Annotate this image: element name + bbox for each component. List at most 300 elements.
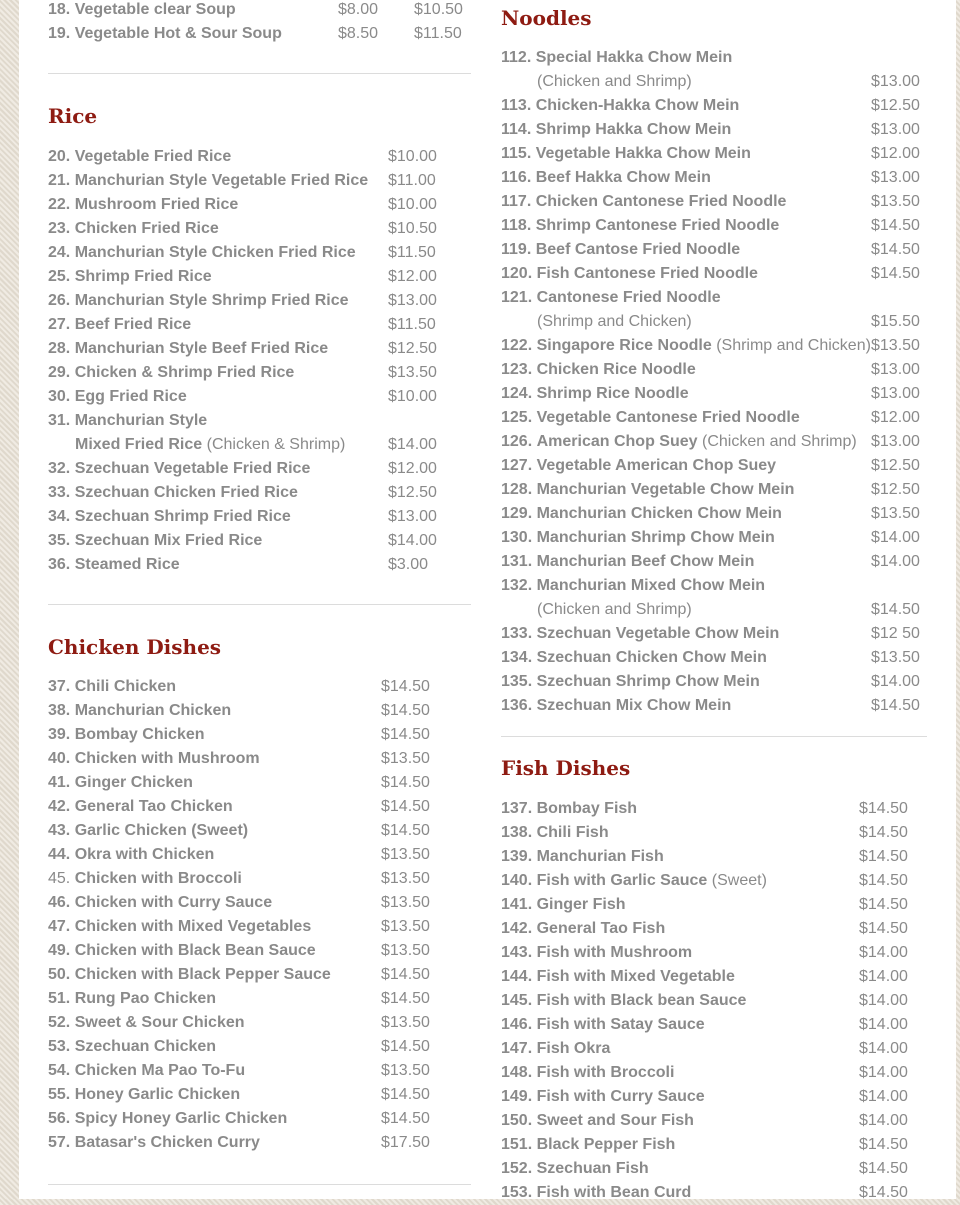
- item-price: $14.50: [381, 966, 430, 983]
- menu-item: [501, 430, 927, 454]
- menu-item: [501, 941, 927, 965]
- item-price: $14.00: [871, 529, 920, 546]
- item-name: Fish with Mushroom: [536, 944, 693, 961]
- item-name: Shrimp Fried Rice: [74, 268, 212, 285]
- item-name: Chili Fish: [536, 824, 609, 841]
- item-price: $14.50: [859, 1184, 908, 1201]
- item-name: Szechuan Mix Fried Rice: [74, 532, 263, 549]
- item-price: $14.50: [381, 1086, 430, 1103]
- menu-item: [48, 771, 471, 795]
- item-price: $14.50: [871, 265, 920, 282]
- item-number: 27.: [48, 316, 71, 333]
- item-name: General Tao Fish: [536, 920, 666, 937]
- item-name: Garlic Chicken (Sweet): [74, 822, 249, 839]
- item-price: $14.00: [859, 1040, 908, 1057]
- section-divider: [48, 73, 471, 74]
- menu-item: [48, 385, 471, 409]
- item-price: $14.50: [871, 217, 920, 234]
- item-number: 124.: [501, 385, 533, 402]
- menu-item: [501, 1133, 927, 1157]
- menu-item-continued: [537, 310, 920, 334]
- item-name: Spicy Honey Garlic Chicken: [74, 1110, 288, 1127]
- item-name: Chicken with Broccoli: [74, 870, 242, 887]
- section-divider: [48, 604, 471, 605]
- item-note: (Chicken and Shrimp): [701, 433, 857, 450]
- item-price: $13.00: [871, 73, 920, 90]
- item-number: 126.: [501, 433, 533, 450]
- item-number: 49.: [48, 942, 71, 959]
- menu-item: [501, 869, 927, 893]
- item-number: 140.: [501, 872, 533, 889]
- item-name: Fish Cantonese Fried Noodle: [536, 265, 758, 282]
- menu-item: [48, 699, 471, 723]
- item-name-continued: Mixed Fried Rice: [75, 436, 203, 453]
- item-name: Bombay Fish: [536, 800, 638, 817]
- item-number: 55.: [48, 1086, 71, 1103]
- item-name: Beef Fried Rice: [74, 316, 192, 333]
- item-number: 51.: [48, 990, 71, 1007]
- item-price: $13.50: [381, 870, 430, 887]
- menu-item: [501, 574, 927, 598]
- item-name: Fish Okra: [536, 1040, 611, 1057]
- menu-item: [501, 454, 927, 478]
- item-number: 130.: [501, 529, 533, 546]
- menu-item: [48, 795, 471, 819]
- menu-item: [48, 241, 471, 265]
- menu-item: [48, 819, 471, 843]
- item-price: $13.50: [381, 750, 430, 767]
- menu-item: [501, 118, 927, 142]
- item-number: 148.: [501, 1064, 533, 1081]
- item-name: Egg Fried Rice: [74, 388, 187, 405]
- item-name: Manchurian Style: [74, 412, 208, 429]
- item-price: $12.50: [871, 481, 920, 498]
- menu-item: [501, 142, 927, 166]
- menu-item: [48, 529, 471, 553]
- item-price: $14.00: [859, 968, 908, 985]
- menu-item: [501, 1013, 927, 1037]
- item-number: 137.: [501, 800, 533, 817]
- item-price-large: $10.50: [414, 1, 463, 18]
- item-name: Szechuan Vegetable Fried Rice: [74, 460, 311, 477]
- item-name: Chicken with Curry Sauce: [74, 894, 273, 911]
- item-price: $17.50: [381, 1134, 430, 1151]
- item-price: $11.00: [388, 172, 436, 189]
- menu-item: [501, 502, 927, 526]
- item-price: $14.50: [381, 798, 430, 815]
- menu-item: [501, 1037, 927, 1061]
- menu-item: [501, 382, 927, 406]
- item-number: 29.: [48, 364, 71, 381]
- item-note: (Chicken & Shrimp): [206, 436, 346, 453]
- section-title-chicken: Chicken Dishes: [48, 635, 222, 659]
- menu-item: [501, 1109, 927, 1133]
- item-price: $13.50: [871, 337, 920, 354]
- menu-item: [501, 358, 927, 382]
- item-price: $14.50: [381, 822, 430, 839]
- menu-item: [501, 166, 927, 190]
- item-price: $13.50: [381, 846, 430, 863]
- item-price: $14.50: [381, 774, 430, 791]
- item-note: (Chicken and Shrimp): [537, 73, 692, 90]
- item-number: 142.: [501, 920, 533, 937]
- item-price: $8.50: [338, 25, 379, 42]
- item-number: 42.: [48, 798, 71, 815]
- item-number: 40.: [48, 750, 71, 767]
- menu-item: [48, 867, 471, 891]
- item-number: 35.: [48, 532, 71, 549]
- item-name: Chili Chicken: [74, 678, 177, 695]
- item-name: General Tao Chicken: [74, 798, 233, 815]
- item-number: 45.: [48, 870, 71, 887]
- item-name: Fish with Satay Sauce: [536, 1016, 705, 1033]
- item-price: $13.50: [871, 193, 920, 210]
- item-number: 34.: [48, 508, 71, 525]
- menu-item: [48, 1035, 471, 1059]
- item-number: 123.: [501, 361, 533, 378]
- item-price: $14.50: [859, 824, 908, 841]
- item-price: $14.50: [871, 697, 920, 714]
- menu-item: [48, 481, 471, 505]
- item-number: 150.: [501, 1112, 533, 1129]
- item-name: Singapore Rice Noodle: [536, 337, 712, 354]
- item-number: 21.: [48, 172, 71, 189]
- item-name: Chicken Ma Pao To-Fu: [74, 1062, 246, 1079]
- item-name: Chicken with Mixed Vegetables: [74, 918, 312, 935]
- menu-item: [48, 0, 471, 22]
- item-name: Manchurian Style Beef Fried Rice: [74, 340, 329, 357]
- item-price: $13.00: [871, 169, 920, 186]
- item-price: $12.50: [871, 97, 920, 114]
- item-price: $14.50: [859, 1136, 908, 1153]
- item-number: 30.: [48, 388, 71, 405]
- menu-item: [501, 526, 927, 550]
- item-name: Manchurian Style Vegetable Fried Rice: [74, 172, 369, 189]
- item-number: 128.: [501, 481, 533, 498]
- menu-item: [48, 675, 471, 699]
- menu-item: [48, 217, 471, 241]
- item-name: Beef Hakka Chow Mein: [535, 169, 711, 186]
- item-price: $12.00: [871, 409, 920, 426]
- item-price: $14.00: [388, 532, 437, 549]
- item-name: Steamed Rice: [74, 556, 180, 573]
- item-name: Manchurian Beef Chow Mein: [536, 553, 755, 570]
- item-number: 114.: [501, 121, 532, 138]
- menu-item: [501, 334, 927, 358]
- item-number: 25.: [48, 268, 71, 285]
- item-price: $14.50: [381, 702, 430, 719]
- item-price: $14.50: [381, 990, 430, 1007]
- item-name: Fish with Garlic Sauce: [536, 872, 708, 889]
- item-name: Manchurian Fish: [536, 848, 664, 865]
- section-title-rice: Rice: [48, 104, 98, 128]
- menu-item: [48, 169, 471, 193]
- menu-item: [48, 457, 471, 481]
- item-number: 115.: [501, 145, 532, 162]
- menu-item: [501, 965, 927, 989]
- item-name: Szechuan Mix Chow Mein: [536, 697, 732, 714]
- item-price: $14.50: [381, 678, 430, 695]
- menu-item: [48, 843, 471, 867]
- item-name: Fish with Mixed Vegetable: [536, 968, 735, 985]
- menu-item: [501, 797, 927, 821]
- item-name: Chicken Cantonese Fried Noodle: [535, 193, 787, 210]
- item-name: Mushroom Fried Rice: [74, 196, 239, 213]
- item-number: 151.: [501, 1136, 533, 1153]
- item-name: Okra with Chicken: [74, 846, 215, 863]
- menu-item-continued: [537, 70, 920, 94]
- item-price: $14.50: [871, 601, 920, 618]
- menu-item: [48, 891, 471, 915]
- item-price: $12.00: [388, 268, 437, 285]
- menu-item: [501, 917, 927, 941]
- item-number: 152.: [501, 1160, 533, 1177]
- menu-item: [48, 22, 471, 46]
- item-price: $13.50: [381, 1014, 430, 1031]
- menu-item: [501, 406, 927, 430]
- item-name: Fish with Black bean Sauce: [536, 992, 747, 1009]
- item-price: $14.00: [871, 673, 920, 690]
- item-number: 149.: [501, 1088, 533, 1105]
- item-price: $13.00: [388, 292, 437, 309]
- item-price: $15.50: [871, 313, 920, 330]
- item-price: $10.50: [388, 220, 437, 237]
- menu-item: [48, 361, 471, 385]
- item-number: 20.: [48, 148, 71, 165]
- item-number: 23.: [48, 220, 71, 237]
- item-price: $14.00: [859, 1064, 908, 1081]
- menu-item: [48, 337, 471, 361]
- item-number: 145.: [501, 992, 533, 1009]
- item-name: Manchurian Chicken Chow Mein: [536, 505, 782, 522]
- item-number: 118.: [501, 217, 532, 234]
- menu-item: [501, 1085, 927, 1109]
- item-name: Bombay Chicken: [74, 726, 205, 743]
- item-price: $14.50: [859, 1160, 908, 1177]
- item-name: Chicken with Mushroom: [74, 750, 260, 767]
- item-number: 135.: [501, 673, 533, 690]
- item-price: $13.50: [381, 1062, 430, 1079]
- item-name: Fish with Curry Sauce: [536, 1088, 705, 1105]
- menu-item: [501, 1061, 927, 1085]
- item-name: Honey Garlic Chicken: [74, 1086, 241, 1103]
- menu-item: [501, 893, 927, 917]
- item-price: $14.50: [859, 872, 908, 889]
- menu-item: [48, 915, 471, 939]
- item-name: American Chop Suey: [536, 433, 698, 450]
- item-number: 116.: [501, 169, 532, 186]
- menu-item: [48, 409, 471, 433]
- menu-item: [48, 1011, 471, 1035]
- menu-item: [501, 622, 927, 646]
- item-number: 44.: [48, 846, 71, 863]
- item-note: (Shrimp and Chicken): [716, 337, 871, 354]
- item-number: 54.: [48, 1062, 71, 1079]
- item-price: $14.00: [388, 436, 437, 453]
- item-number: 122.: [501, 337, 533, 354]
- item-number: 19.: [48, 25, 71, 42]
- item-price: $12.50: [871, 457, 920, 474]
- menu-item: [48, 1059, 471, 1083]
- menu-item: [501, 670, 927, 694]
- item-price: $14.00: [871, 553, 920, 570]
- item-name: Chicken Rice Noodle: [536, 361, 696, 378]
- item-price: $8.00: [338, 1, 379, 18]
- item-number: 134.: [501, 649, 533, 666]
- menu-item: [48, 145, 471, 169]
- menu-item: [48, 313, 471, 337]
- item-price: $12.00: [871, 145, 920, 162]
- item-price: $11.50: [388, 316, 436, 333]
- item-name: Manchurian Style Chicken Fried Rice: [74, 244, 356, 261]
- menu-item: [501, 286, 927, 310]
- item-name: Vegetable Cantonese Fried Noodle: [536, 409, 800, 426]
- item-name: Sweet and Sour Fish: [536, 1112, 694, 1129]
- item-price: $11.50: [388, 244, 436, 261]
- item-price: $14.50: [381, 726, 430, 743]
- menu-item: [501, 1157, 927, 1181]
- item-price: $12.00: [388, 460, 437, 477]
- item-number: 52.: [48, 1014, 71, 1031]
- item-number: 136.: [501, 697, 533, 714]
- menu-item: [501, 478, 927, 502]
- item-number: 147.: [501, 1040, 533, 1057]
- item-number: 119.: [501, 241, 532, 258]
- menu-item-continued: [537, 598, 920, 622]
- item-number: 138.: [501, 824, 533, 841]
- item-name: Szechuan Chicken: [74, 1038, 217, 1055]
- item-price: $14.50: [381, 1110, 430, 1127]
- item-name: Chicken Fried Rice: [74, 220, 219, 237]
- section-title-noodles: Noodles: [501, 6, 592, 30]
- item-price: $14.00: [859, 1112, 908, 1129]
- item-name: Manchurian Chicken: [74, 702, 232, 719]
- item-note: (Sweet): [711, 872, 767, 889]
- item-name: Chicken-Hakka Chow Mein: [535, 97, 740, 114]
- item-number: 32.: [48, 460, 71, 477]
- item-price: $14.50: [859, 920, 908, 937]
- item-note: (Chicken and Shrimp): [537, 601, 692, 618]
- item-number: 144.: [501, 968, 533, 985]
- item-name: Batasar's Chicken Curry: [74, 1134, 260, 1151]
- item-price: $10.00: [388, 148, 437, 165]
- item-price: $13.00: [871, 385, 920, 402]
- item-name: Special Hakka Chow Mein: [535, 49, 733, 66]
- item-number: 113.: [501, 97, 532, 114]
- item-name: Shrimp Cantonese Fried Noodle: [535, 217, 780, 234]
- item-price: $13.50: [381, 894, 430, 911]
- item-name: Ginger Fish: [536, 896, 626, 913]
- item-name: Chicken & Shrimp Fried Rice: [74, 364, 295, 381]
- item-name: Vegetable clear Soup: [74, 1, 236, 18]
- menu-item: [501, 46, 927, 70]
- menu-item: [48, 553, 471, 577]
- item-number: 131.: [501, 553, 533, 570]
- item-name: Szechuan Chicken Fried Rice: [74, 484, 298, 501]
- item-number: 53.: [48, 1038, 71, 1055]
- item-name: Manchurian Shrimp Chow Mein: [536, 529, 775, 546]
- menu-item: [48, 505, 471, 529]
- menu-item: [501, 550, 927, 574]
- menu-item: [48, 193, 471, 217]
- item-name: Manchurian Vegetable Chow Mein: [536, 481, 795, 498]
- item-number: 139.: [501, 848, 533, 865]
- section-title-fish: Fish Dishes: [501, 756, 631, 780]
- menu-item: [48, 747, 471, 771]
- item-number: 129.: [501, 505, 533, 522]
- item-price: $13.50: [871, 505, 920, 522]
- menu-item: [501, 646, 927, 670]
- item-number: 36.: [48, 556, 71, 573]
- item-number: 133.: [501, 625, 533, 642]
- menu-item: [48, 723, 471, 747]
- item-price: $3.00: [388, 556, 429, 573]
- item-price: $13.00: [871, 121, 920, 138]
- menu-item: [48, 1083, 471, 1107]
- item-number: 39.: [48, 726, 71, 743]
- item-name: Cantonese Fried Noodle: [536, 289, 721, 306]
- menu-item: [501, 262, 927, 286]
- item-price: $10.00: [388, 388, 437, 405]
- item-number: 120.: [501, 265, 533, 282]
- item-price: $12.50: [388, 340, 437, 357]
- item-note: (Shrimp and Chicken): [537, 313, 692, 330]
- item-price: $14.50: [871, 241, 920, 258]
- item-number: 121.: [501, 289, 533, 306]
- item-price: $13.50: [871, 649, 920, 666]
- menu-item: [501, 190, 927, 214]
- item-price: $14.50: [859, 896, 908, 913]
- menu-item: [501, 989, 927, 1013]
- item-number: 141.: [501, 896, 533, 913]
- section-divider: [501, 736, 927, 737]
- menu-item: [48, 1107, 471, 1131]
- item-name: Szechuan Shrimp Chow Mein: [536, 673, 760, 690]
- item-number: 47.: [48, 918, 71, 935]
- item-name: Shrimp Hakka Chow Mein: [535, 121, 732, 138]
- item-price: $14.50: [859, 848, 908, 865]
- menu-item: [501, 821, 927, 845]
- item-name: Manchurian Style Shrimp Fried Rice: [74, 292, 349, 309]
- item-name: Shrimp Rice Noodle: [536, 385, 689, 402]
- item-number: 46.: [48, 894, 71, 911]
- item-name: Szechuan Vegetable Chow Mein: [536, 625, 780, 642]
- item-price: $13.50: [381, 918, 430, 935]
- item-number: 18.: [48, 1, 71, 18]
- item-price: $14.50: [859, 800, 908, 817]
- item-price: $13.50: [381, 942, 430, 959]
- item-name: Black Pepper Fish: [536, 1136, 676, 1153]
- item-number: 143.: [501, 944, 533, 961]
- item-price: $12 50: [871, 625, 920, 642]
- item-number: 125.: [501, 409, 533, 426]
- item-number: 132.: [501, 577, 533, 594]
- item-price-large: $11.50: [414, 25, 462, 42]
- item-price: $14.00: [859, 944, 908, 961]
- item-price: $13.50: [388, 364, 437, 381]
- item-number: 24.: [48, 244, 71, 261]
- item-name: Vegetable Fried Rice: [74, 148, 232, 165]
- item-number: 43.: [48, 822, 71, 839]
- item-name: Chicken with Black Pepper Sauce: [74, 966, 331, 983]
- item-price: $14.50: [381, 1038, 430, 1055]
- item-name: Manchurian Mixed Chow Mein: [536, 577, 766, 594]
- item-number: 56.: [48, 1110, 71, 1127]
- item-number: 117.: [501, 193, 532, 210]
- item-number: 26.: [48, 292, 71, 309]
- item-price: $14.00: [859, 992, 908, 1009]
- menu-item: [501, 238, 927, 262]
